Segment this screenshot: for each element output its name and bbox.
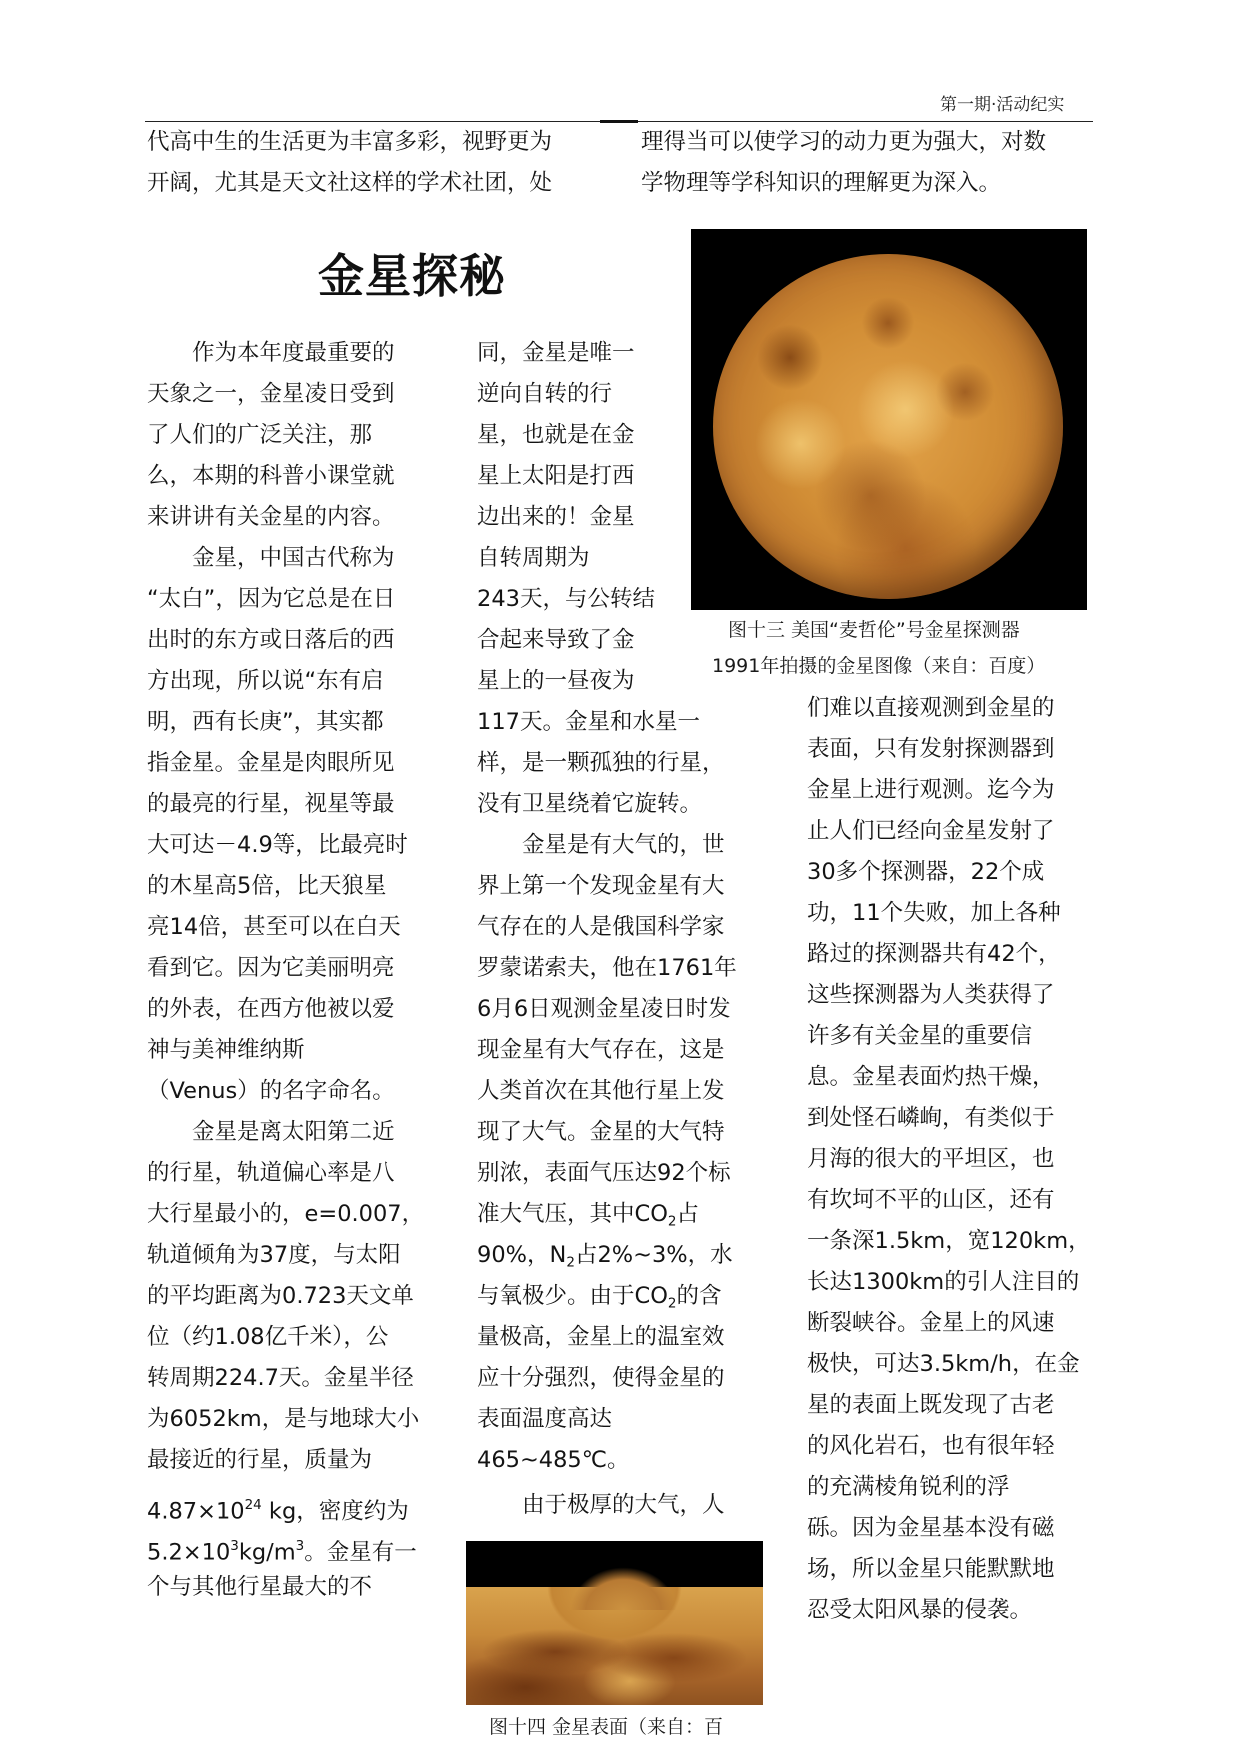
- mass-exponent: 24: [244, 1497, 262, 1513]
- body-line-mass: [147, 1490, 409, 1526]
- body-line: 么，本期的科普小课堂就: [147, 463, 395, 489]
- body-line: 断裂峡谷。金星上的风速: [807, 1310, 1055, 1336]
- body-line: 场，所以金星只能默默地: [807, 1556, 1055, 1582]
- body-line: 长达1300km的引人注目的: [807, 1269, 1080, 1295]
- density-exponent: 3: [230, 1538, 239, 1554]
- running-head: 第一期·活动纪实: [940, 95, 1065, 115]
- body-line: 路过的探测器共有42个，: [807, 941, 1061, 967]
- body-line: 来讲讲有关金星的内容。: [147, 504, 395, 530]
- body-line: 的外表，在西方他被以爱: [147, 996, 395, 1022]
- body-line: 现了大气。金星的大气特: [477, 1119, 725, 1145]
- body-line: 别浓，表面气压达92个标: [477, 1160, 731, 1186]
- body-line: 罗蒙诺索夫，他在1761年: [477, 955, 737, 981]
- body-line: 由于极厚的大气，人: [477, 1492, 725, 1518]
- density-unit-exponent: 3: [295, 1538, 305, 1554]
- body-line: 天象之一，金星凌日受到: [147, 381, 395, 407]
- body-line-co2: [477, 1281, 722, 1319]
- body-line: 量极高，金星上的温室效: [477, 1324, 725, 1350]
- prev-article-line: 代高中生的生活更为丰富多彩，视野更为: [147, 129, 553, 155]
- body-line: 功，11个失败，加上各种: [807, 900, 1061, 926]
- body-line: 最接近的行星，质量为: [147, 1447, 373, 1473]
- body-line: 有坎坷不平的山区，还有: [807, 1187, 1055, 1213]
- body-line-n2: [477, 1240, 733, 1278]
- co2-text: 与氧极少。由于CO: [477, 1283, 668, 1309]
- body-line: 指金星。金星是肉眼所见: [147, 750, 395, 776]
- body-line: 明，西有长庚”，其实都: [147, 709, 384, 735]
- body-line: 同，金星是唯一: [477, 340, 635, 366]
- body-line: 人类首次在其他行星上发: [477, 1078, 725, 1104]
- body-line: 到处怪石嶙峋，有类似于: [807, 1105, 1055, 1131]
- body-line: 没有卫星绕着它旋转。: [477, 791, 703, 817]
- body-line: 看到它。因为它美丽明亮: [147, 955, 395, 981]
- figure-14-caption: 图十四 金星表面（来自：百: [489, 1716, 724, 1738]
- body-line: 的木星高5倍，比天狼星: [147, 873, 387, 899]
- header-rule-mark: [600, 120, 638, 123]
- body-line: 6月6日观测金星凌日时发: [477, 996, 731, 1022]
- article-title: 金星探秘: [318, 249, 506, 303]
- body-line: 砾。因为金星基本没有磁: [807, 1515, 1055, 1541]
- body-line: 亮14倍，甚至可以在白天: [147, 914, 401, 940]
- body-line: 自转周期为: [477, 545, 590, 571]
- body-line: 出时的东方或日落后的西: [147, 627, 395, 653]
- mass-base: 4.87×10: [147, 1498, 245, 1525]
- venus-planet-graphic: [713, 254, 1063, 599]
- body-line: 神与美神维纳斯: [147, 1037, 305, 1063]
- figure-13-caption: 图十三 美国“麦哲伦”号金星探测器: [728, 619, 1020, 641]
- co2-subscript: 2: [667, 1213, 677, 1230]
- body-line: 243天，与公转结: [477, 586, 655, 612]
- body-line: 样，是一颗孤独的行星，: [477, 750, 725, 776]
- body-line-density: [147, 1531, 417, 1567]
- body-line: 的最亮的行星，视星等最: [147, 791, 395, 817]
- body-line: 边出来的！金星: [477, 504, 635, 530]
- co2-subscript: 2: [667, 1295, 677, 1312]
- body-line: 星的表面上既发现了古老: [807, 1392, 1055, 1418]
- body-line: 金星是离太阳第二近: [147, 1119, 395, 1145]
- body-line: 117天。金星和水星一: [477, 709, 700, 735]
- body-line: 合起来导致了金: [477, 627, 635, 653]
- co2-text-tail: 的含: [676, 1283, 722, 1309]
- co2-text-tail: 占: [676, 1201, 700, 1227]
- body-line: 月海的很大的平坦区，也: [807, 1146, 1055, 1172]
- body-line: 止人们已经向金星发射了: [807, 818, 1055, 844]
- body-line: 个与其他行星最大的不: [147, 1574, 373, 1600]
- body-line: 的风化岩石，也有很年轻: [807, 1433, 1055, 1459]
- body-line: 这些探测器为人类获得了: [807, 982, 1055, 1008]
- prev-article-line: 理得当可以使学习的动力更为强大，对数: [641, 129, 1047, 155]
- venus-globe-image: [691, 229, 1087, 610]
- body-line-co2: [477, 1199, 699, 1237]
- surface-mountain: [570, 1567, 677, 1610]
- body-line: 一条深1.5km，宽120km，: [807, 1228, 1091, 1254]
- prev-article-line: 学物理等学科知识的理解更为深入。: [641, 170, 1002, 196]
- body-line: 作为本年度最重要的: [147, 340, 395, 366]
- body-line: 轨道倾角为37度，与太阳: [147, 1242, 401, 1268]
- body-line: 忍受太阳风暴的侵袭。: [807, 1597, 1033, 1623]
- body-line: 为6052km，是与地球大小: [147, 1406, 420, 1432]
- body-line: 逆向自转的行: [477, 381, 613, 407]
- body-line: 了人们的广泛关注，那: [147, 422, 373, 448]
- n2-text: 90%，N: [477, 1242, 567, 1268]
- body-line: 应十分强烈，使得金星的: [477, 1365, 725, 1391]
- n2-subscript: 2: [566, 1254, 575, 1271]
- body-line: 界上第一个发现金星有大: [477, 873, 725, 899]
- body-line: 星，也就是在金: [477, 422, 635, 448]
- mass-unit: kg，密度约为: [261, 1498, 409, 1525]
- figure-13-caption: 1991年拍摄的金星图像（来自：百度）: [712, 655, 1046, 677]
- body-line: 许多有关金星的重要信: [807, 1023, 1033, 1049]
- venus-surface-image: [466, 1541, 763, 1705]
- body-line: 息。金星表面灼热干燥，: [807, 1064, 1055, 1090]
- body-line: 30多个探测器，22个成: [807, 859, 1045, 885]
- body-line: 的行星，轨道偏心率是八: [147, 1160, 395, 1186]
- body-line: 表面，只有发射探测器到: [807, 736, 1055, 762]
- prev-article-line: 开阔，尤其是天文社这样的学术社团，处: [147, 170, 553, 196]
- body-line: 气存在的人是俄国科学家: [477, 914, 725, 940]
- body-line: 大行星最小的，e=0.007，: [147, 1201, 425, 1227]
- density-tail: 。金星有一: [304, 1539, 417, 1566]
- body-line: 的平均距离为0.723天文单: [147, 1283, 414, 1309]
- body-line: 位（约1.08亿千米），公: [147, 1324, 389, 1350]
- body-line: 金星上进行观测。迄今为: [807, 777, 1055, 803]
- body-line: 转周期224.7天。金星半径: [147, 1365, 414, 1391]
- body-line: 465~485℃。: [477, 1447, 630, 1473]
- body-line: （Venus）的名字命名。: [147, 1078, 395, 1104]
- density-base: 5.2×10: [147, 1539, 231, 1566]
- co2-text: 准大气压，其中CO: [477, 1201, 668, 1227]
- body-line: 表面温度高达: [477, 1406, 613, 1432]
- body-line: 金星，中国古代称为: [147, 545, 395, 571]
- body-line: 星上太阳是打西: [477, 463, 635, 489]
- body-line: 大可达－4.9等，比最亮时: [147, 832, 408, 858]
- body-line: “太白”，因为它总是在日: [147, 586, 396, 612]
- density-unit: kg/m: [238, 1539, 296, 1566]
- body-line: 的充满棱角锐利的浮: [807, 1474, 1010, 1500]
- body-line: 极快，可达3.5km/h，在金: [807, 1351, 1080, 1377]
- body-line: 星上的一昼夜为: [477, 668, 635, 694]
- body-line: 方出现，所以说“东有启: [147, 668, 384, 694]
- body-line: 们难以直接观测到金星的: [807, 695, 1055, 721]
- n2-text-tail: 占2%~3%，水: [574, 1242, 733, 1268]
- body-line: 现金星有大气存在，这是: [477, 1037, 725, 1063]
- body-line: 金星是有大气的，世: [477, 832, 725, 858]
